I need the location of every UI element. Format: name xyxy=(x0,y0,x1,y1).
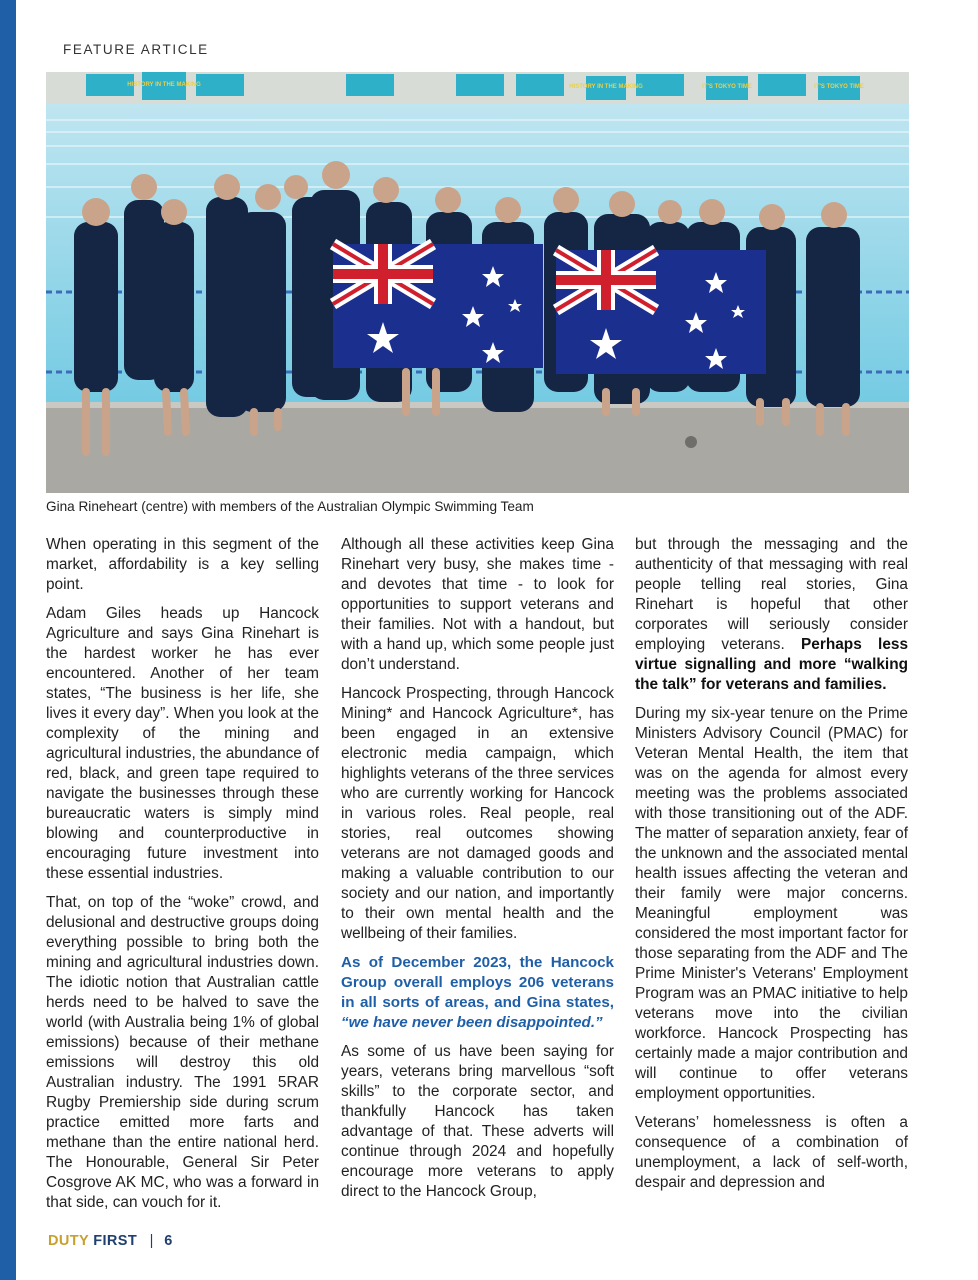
team-photo xyxy=(46,72,909,493)
banner-text-tokyo-2: IT'S TOKYO TIME xyxy=(814,84,864,90)
section-label: FEATURE ARTICLE xyxy=(63,42,209,57)
banner-text-tokyo: IT'S TOKYO TIME xyxy=(702,84,752,90)
footer-brand-first: FIRST xyxy=(93,1233,138,1249)
col1-paragraph-1: When operating in this segment of the market, affordability is a key selling point. xyxy=(46,536,319,593)
australian-flag-left xyxy=(333,244,543,368)
col3-paragraph-2: During my six-year tenure on the Prime Ministers Advisory Council (PMAC) for Veteran Mental Health, the item that was on the agenda for almost every meeting was the problems associated with those transitioning out of the ADF. The matter of separation anxiety, fear of the unknown and the associated mental health issues affecting the veteran and their family were major concerns. Meaningful employment was considered the most important factor for those separating from the ADF and The Prime Minister's Veterans' Employment Program was an PMAC initiative to help veterans move into the civilian workforce. Hancock Prospecting has certainly made a major contribution and will continue to offer veterans employment opportunities. xyxy=(635,705,908,1102)
col3-paragraph-3: Veterans’ homelessness is often a consequence of a combination of unemployment, a lack of self-worth, despair and depression and xyxy=(635,1114,908,1191)
page-footer xyxy=(48,1233,173,1249)
col3-emphasis: Perhaps less virtue signalling and more “walking the talk” for veterans and families. xyxy=(635,636,909,693)
col2-paragraph-3: As some of us have been saying for years, veterans bring marvellous “soft skills” to the corporate sector, and thankfully Hancock has taken advantage of that. These adverts will continue through 2024 and hopefully encourage more veterans to apply direct to the Hancock Group, xyxy=(341,1043,614,1200)
col3-paragraph-1-text: but through the messaging and the authenticity of that messaging with real people telling real stories, Gina Rinehart is hopeful that other corporates will seriously consider employing veterans. xyxy=(635,536,908,653)
footer-separator: | xyxy=(149,1233,154,1249)
pull-quote xyxy=(341,953,614,1033)
banner-text-history-2: HISTORY IN THE MAKING xyxy=(569,84,643,90)
article-column-1 xyxy=(46,535,319,1222)
col2-paragraph-2: Hancock Prospecting, through Hancock Mining* and Hancock Agriculture*, has been engaged in an extensive electronic media campaign, which highlights veterans of the three services who are currently working for Hancock in various roles. Real people, real stories, real outcomes showing veterans are not damaged goods and making a valuable contribution to our society and our nation, and importantly to their own mental health and the wellbeing of their families. xyxy=(341,685,614,942)
banner-text-history: HISTORY IN THE MAKING xyxy=(127,82,201,88)
col3-paragraph-1 xyxy=(635,535,908,695)
australian-flag-right xyxy=(556,250,766,374)
col1-paragraph-3: That, on top of the “woke” crowd, and delusional and destructive groups doing everything possible to bring both the mining and agricultural industries down. The idiotic notion that Australian cattle herds need to be halved to save the world (with Australia being 1% of global emissions) because of their methane emissions will destroy this old Australian industry. The 1991 5RAR Rugby Premiership side during scrum practice emitted more farts and methane than the entire national herd. The Honourable, General Sir Peter Cosgrove AK MC, who was a forward in that side, can vouch for it. xyxy=(46,894,319,1211)
pull-quote-main: As of December 2023, the Hancock Group overall employs 206 veterans in all sorts of areas, and Gina states, xyxy=(341,954,614,1011)
article-column-2 xyxy=(341,535,614,1211)
col2-paragraph-1: Although all these activities keep Gina Rinehart very busy, she makes time - and devotes that time - to look for opportunities to support veterans and their families. Not with a handout, but with a hand up, which some people just don’t understand. xyxy=(341,536,614,673)
col1-paragraph-2: Adam Giles heads up Hancock Agriculture and says Gina Rinehart is the hardest worker he has ever encountered. Another of her team states, “The business is her life, she lives it every day”. When you look at the complexity of the mining and agricultural industries, the abundance of red, black, and green tape required to navigate the businesses through these bureaucratic waters is simply mind blowing and counterproductive in encouraging future investment into these essential industries. xyxy=(46,605,319,882)
pull-quote-italic: “we have never been disappointed.” xyxy=(341,1014,603,1031)
page-number: 6 xyxy=(164,1233,173,1249)
footer-brand-duty: DUTY xyxy=(48,1233,89,1249)
photo-caption: Gina Rineheart (centre) with members of the Australian Olympic Swimming Team xyxy=(46,499,534,514)
team-photo-illustration xyxy=(46,72,909,493)
side-accent-stripe xyxy=(0,0,16,1280)
article-column-3 xyxy=(635,535,908,1202)
